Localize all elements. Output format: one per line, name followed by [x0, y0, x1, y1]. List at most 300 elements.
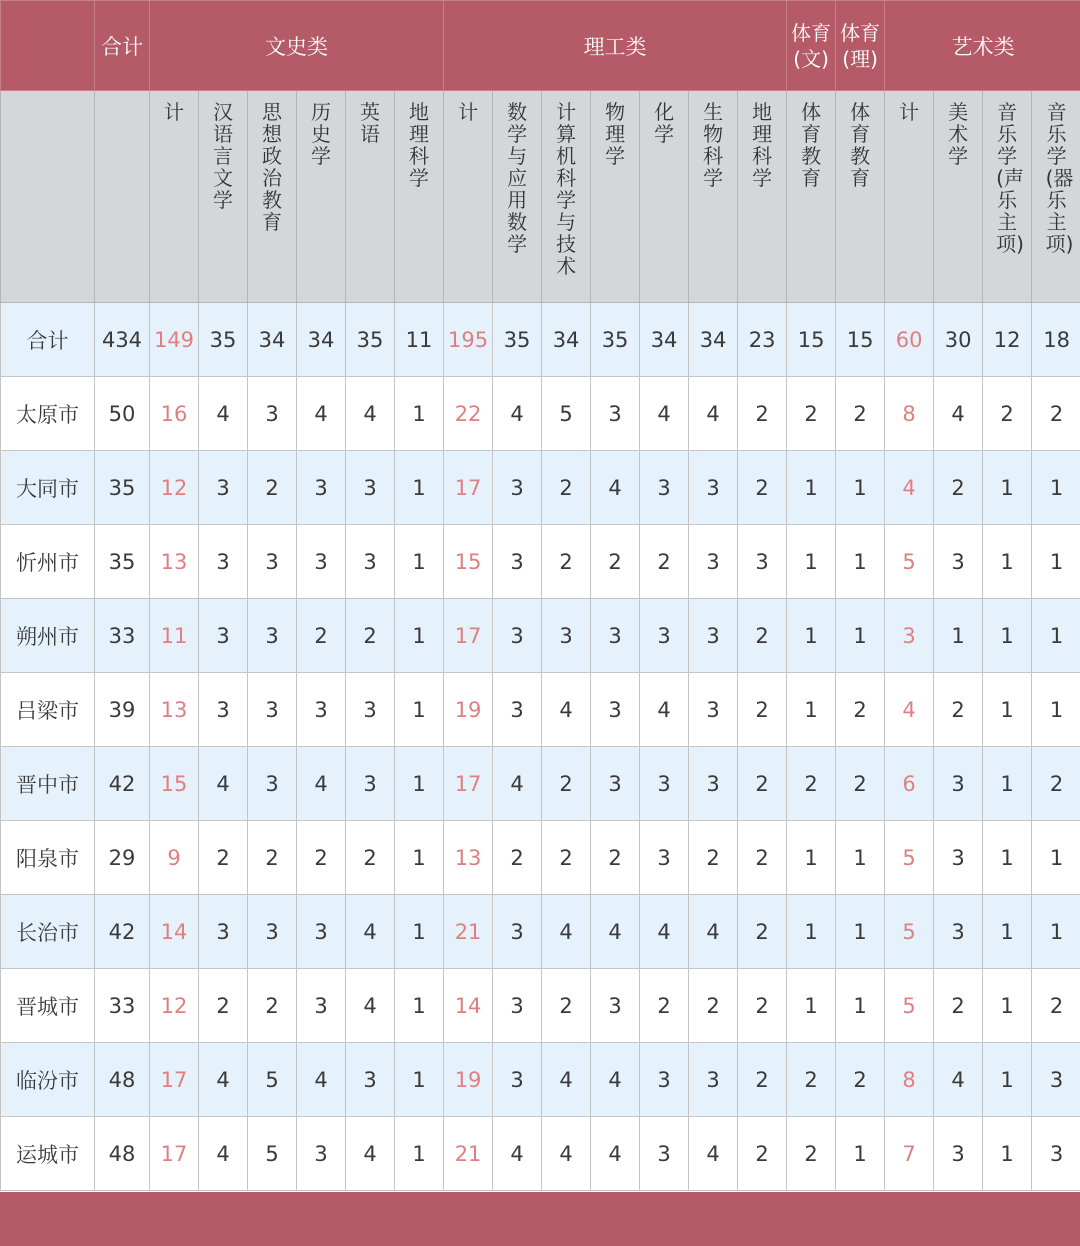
subheader-cell — [836, 91, 885, 303]
table-cell: 1 — [787, 895, 836, 969]
table-cell: 149 — [150, 303, 199, 377]
table-cell: 3 — [689, 451, 738, 525]
table-cell: 3 — [640, 451, 689, 525]
table-cell: 2 — [787, 1117, 836, 1191]
subheader-cell — [248, 91, 297, 303]
subheader-blank — [95, 91, 150, 303]
subheader-cell — [297, 91, 346, 303]
row-label: 晋中市 — [1, 747, 95, 821]
row-total-cell: 35 — [95, 451, 150, 525]
table-cell: 2 — [689, 969, 738, 1043]
table-cell: 60 — [885, 303, 934, 377]
table-cell: 34 — [297, 303, 346, 377]
table-cell: 1 — [983, 1117, 1032, 1191]
row-total-cell: 33 — [95, 599, 150, 673]
row-label: 运城市 — [1, 1117, 95, 1191]
table-cell: 17 — [150, 1117, 199, 1191]
table-cell: 3 — [297, 673, 346, 747]
header-pe-science-line1: 体育 — [840, 20, 881, 45]
table-cell: 3 — [297, 451, 346, 525]
table-cell: 3 — [689, 747, 738, 821]
table-cell: 22 — [444, 377, 493, 451]
table-cell: 2 — [493, 821, 542, 895]
table-cell: 3 — [297, 969, 346, 1043]
table-cell: 3 — [591, 969, 640, 1043]
subheader-cell — [983, 91, 1032, 303]
table-cell: 3 — [640, 821, 689, 895]
table-cell: 8 — [885, 1043, 934, 1117]
subheader-cell — [934, 91, 983, 303]
header-group-science: 理工类 — [444, 1, 787, 91]
table-cell: 3 — [248, 599, 297, 673]
table-cell: 2 — [738, 1043, 787, 1117]
table-cell: 4 — [346, 377, 395, 451]
subheader-cell — [150, 91, 199, 303]
table-cell: 1 — [836, 821, 885, 895]
row-total-cell: 48 — [95, 1117, 150, 1191]
subheader-label: 历史学 — [311, 100, 331, 168]
table-cell: 2 — [738, 451, 787, 525]
row-label: 晋城市 — [1, 969, 95, 1043]
table-cell: 2 — [934, 969, 983, 1043]
row-total-cell: 42 — [95, 895, 150, 969]
table-cell: 3 — [199, 599, 248, 673]
table-cell: 3 — [738, 525, 787, 599]
table-cell: 3 — [934, 747, 983, 821]
subheader-cell — [542, 91, 591, 303]
table-cell: 3 — [934, 1117, 983, 1191]
header-group-art: 艺术类 — [885, 1, 1080, 91]
table-cell: 15 — [444, 525, 493, 599]
table-row — [1, 303, 1080, 377]
table-cell: 4 — [199, 377, 248, 451]
table-cell: 2 — [346, 821, 395, 895]
subheader-label: 计算机科学与技术 — [556, 100, 577, 278]
table-cell: 2 — [738, 377, 787, 451]
table-cell: 4 — [493, 377, 542, 451]
subheader-label: 化学 — [654, 100, 675, 146]
table-cell: 17 — [150, 1043, 199, 1117]
table-cell: 2 — [542, 451, 591, 525]
table-cell: 3 — [346, 1043, 395, 1117]
table-cell: 34 — [640, 303, 689, 377]
table-cell: 4 — [199, 1117, 248, 1191]
table-cell: 2 — [542, 821, 591, 895]
table-cell: 1 — [395, 895, 444, 969]
table-cell: 12 — [150, 451, 199, 525]
table-cell: 2 — [738, 673, 787, 747]
table-cell: 1 — [395, 599, 444, 673]
table-cell: 15 — [787, 303, 836, 377]
table-cell: 3 — [346, 747, 395, 821]
table-cell: 3 — [640, 747, 689, 821]
table-cell: 2 — [787, 747, 836, 821]
table-cell: 2 — [297, 599, 346, 673]
table-cell: 4 — [297, 377, 346, 451]
table-cell: 3 — [199, 895, 248, 969]
table-cell: 16 — [150, 377, 199, 451]
table-cell: 3 — [248, 895, 297, 969]
table-cell: 3 — [199, 525, 248, 599]
table-cell: 1 — [836, 895, 885, 969]
table-cell: 1 — [983, 451, 1032, 525]
table-cell: 2 — [689, 821, 738, 895]
table-cell: 3 — [199, 451, 248, 525]
table-cell: 4 — [493, 1117, 542, 1191]
table-cell: 2 — [591, 525, 640, 599]
subheader-cell — [1032, 91, 1080, 303]
table-cell: 17 — [444, 451, 493, 525]
table-cell: 4 — [591, 895, 640, 969]
table-cell: 2 — [346, 599, 395, 673]
table-cell: 1 — [787, 599, 836, 673]
table-cell: 1 — [395, 969, 444, 1043]
table-cell: 1 — [836, 599, 885, 673]
table-cell: 4 — [297, 747, 346, 821]
table-cell: 2 — [199, 969, 248, 1043]
table-cell: 4 — [640, 377, 689, 451]
table-cell: 5 — [885, 821, 934, 895]
row-label: 合计 — [1, 303, 95, 377]
table-cell: 23 — [738, 303, 787, 377]
table-cell: 1 — [983, 525, 1032, 599]
row-label: 太原市 — [1, 377, 95, 451]
subheader-label: 音乐学(声乐主项) — [996, 100, 1024, 256]
table-cell: 3 — [297, 1117, 346, 1191]
table-cell: 19 — [444, 1043, 493, 1117]
subheader-cell — [493, 91, 542, 303]
row-total-cell: 42 — [95, 747, 150, 821]
table-cell: 1 — [1032, 599, 1080, 673]
table-cell: 3 — [689, 1043, 738, 1117]
table-cell: 3 — [493, 599, 542, 673]
table-cell: 5 — [885, 525, 934, 599]
subheader-label: 思想政治教育 — [262, 100, 282, 234]
table-cell: 4 — [493, 747, 542, 821]
subheader-label: 体育教育 — [801, 100, 822, 190]
subheader-cell — [591, 91, 640, 303]
table-cell: 11 — [395, 303, 444, 377]
header-total: 合计 — [95, 1, 150, 91]
table-cell: 2 — [542, 525, 591, 599]
table-cell: 1 — [787, 969, 836, 1043]
table-cell: 4 — [346, 895, 395, 969]
table-cell: 1 — [787, 451, 836, 525]
subheader-cell — [395, 91, 444, 303]
table-cell: 30 — [934, 303, 983, 377]
table-cell: 1 — [836, 969, 885, 1043]
table-cell: 2 — [836, 377, 885, 451]
row-label: 大同市 — [1, 451, 95, 525]
table-cell: 4 — [542, 1043, 591, 1117]
table-cell: 4 — [297, 1043, 346, 1117]
table-cell: 1 — [787, 525, 836, 599]
table-cell: 13 — [150, 673, 199, 747]
table-cell: 17 — [444, 747, 493, 821]
table-cell: 17 — [444, 599, 493, 673]
table-cell: 1 — [1032, 451, 1080, 525]
table-row — [1, 451, 1080, 525]
table-cell: 4 — [591, 451, 640, 525]
table-cell: 5 — [248, 1117, 297, 1191]
table-cell: 4 — [689, 377, 738, 451]
table-cell: 34 — [542, 303, 591, 377]
row-label: 阳泉市 — [1, 821, 95, 895]
table-cell: 1 — [1032, 525, 1080, 599]
table-cell: 4 — [934, 377, 983, 451]
table-cell: 1 — [983, 599, 1032, 673]
table-cell: 3 — [493, 1043, 542, 1117]
table-cell: 21 — [444, 1117, 493, 1191]
table-row — [1, 747, 1080, 821]
table-row — [1, 1043, 1080, 1117]
subheader-cell — [199, 91, 248, 303]
table-cell: 3 — [248, 525, 297, 599]
table-cell: 1 — [1032, 821, 1080, 895]
row-total-cell: 35 — [95, 525, 150, 599]
table-row — [1, 599, 1080, 673]
table-cell: 2 — [738, 599, 787, 673]
table-cell: 1 — [787, 821, 836, 895]
footer-bar — [0, 1192, 1080, 1246]
row-total-cell: 33 — [95, 969, 150, 1043]
header-pe-arts-line1: 体育 — [791, 20, 832, 45]
table-cell: 3 — [640, 1117, 689, 1191]
table-cell: 9 — [150, 821, 199, 895]
table-cell: 15 — [836, 303, 885, 377]
table-cell: 4 — [885, 673, 934, 747]
table-cell: 2 — [248, 821, 297, 895]
table-cell: 195 — [444, 303, 493, 377]
table-cell: 3 — [248, 377, 297, 451]
row-label: 忻州市 — [1, 525, 95, 599]
table-cell: 2 — [542, 969, 591, 1043]
table-cell: 2 — [787, 1043, 836, 1117]
table-cell: 4 — [640, 895, 689, 969]
table-cell: 34 — [689, 303, 738, 377]
table-cell: 1 — [395, 821, 444, 895]
subheader-cell — [689, 91, 738, 303]
category-header-row — [1, 1, 1080, 91]
table-cell: 3 — [346, 525, 395, 599]
subheader-blank — [1, 91, 95, 303]
table-cell: 3 — [346, 451, 395, 525]
subheader-label: 美术学 — [948, 100, 969, 168]
table-cell: 1 — [1032, 895, 1080, 969]
row-total-cell: 434 — [95, 303, 150, 377]
row-label: 长治市 — [1, 895, 95, 969]
table-cell: 1 — [983, 747, 1032, 821]
table-cell: 2 — [297, 821, 346, 895]
table-cell: 3 — [934, 821, 983, 895]
table-row — [1, 1117, 1080, 1191]
table-cell: 1 — [836, 525, 885, 599]
table-body — [1, 303, 1080, 1191]
table-cell: 6 — [885, 747, 934, 821]
table-cell: 3 — [591, 673, 640, 747]
table-cell: 3 — [934, 525, 983, 599]
table-cell: 7 — [885, 1117, 934, 1191]
table-cell: 2 — [1032, 747, 1080, 821]
table-cell: 35 — [493, 303, 542, 377]
table-cell: 18 — [1032, 303, 1080, 377]
table-cell: 19 — [444, 673, 493, 747]
table-cell: 3 — [297, 895, 346, 969]
header-pe-science-line2: (理) — [842, 46, 878, 71]
table-cell: 3 — [493, 673, 542, 747]
row-total-cell: 39 — [95, 673, 150, 747]
table-cell: 3 — [493, 451, 542, 525]
table-cell: 1 — [983, 969, 1032, 1043]
table-cell: 4 — [885, 451, 934, 525]
table-row — [1, 969, 1080, 1043]
table-cell: 3 — [199, 673, 248, 747]
table-row — [1, 673, 1080, 747]
table-cell: 2 — [836, 747, 885, 821]
table-cell: 3 — [591, 599, 640, 673]
table-cell: 3 — [591, 747, 640, 821]
table-cell: 2 — [199, 821, 248, 895]
table-cell: 1 — [983, 895, 1032, 969]
table-cell: 4 — [542, 895, 591, 969]
table-cell: 1 — [395, 1043, 444, 1117]
subheader-label: 计 — [899, 100, 920, 124]
table-cell: 1 — [395, 747, 444, 821]
subheader-label: 英语 — [360, 100, 380, 146]
table-cell: 3 — [689, 599, 738, 673]
row-label: 临汾市 — [1, 1043, 95, 1117]
subheader-cell — [444, 91, 493, 303]
table-cell: 2 — [738, 821, 787, 895]
subheader-cell — [640, 91, 689, 303]
table-cell: 21 — [444, 895, 493, 969]
subheader-label: 地理科学 — [409, 100, 430, 190]
table-cell: 3 — [493, 525, 542, 599]
table-cell: 3 — [1032, 1117, 1080, 1191]
table-cell: 2 — [640, 969, 689, 1043]
corner-cell — [1, 1, 95, 91]
table-cell: 1 — [395, 451, 444, 525]
row-label: 朔州市 — [1, 599, 95, 673]
table-cell: 5 — [885, 895, 934, 969]
table-cell: 4 — [542, 1117, 591, 1191]
table-cell: 4 — [199, 1043, 248, 1117]
table-cell: 3 — [591, 377, 640, 451]
table-cell: 2 — [738, 895, 787, 969]
table-cell: 4 — [542, 673, 591, 747]
table-cell: 3 — [640, 599, 689, 673]
table-cell: 14 — [150, 895, 199, 969]
table-cell: 1 — [395, 377, 444, 451]
header-group-liberal-arts: 文史类 — [150, 1, 444, 91]
table-cell: 3 — [689, 673, 738, 747]
table-cell: 2 — [738, 747, 787, 821]
table-cell: 5 — [885, 969, 934, 1043]
table-cell: 3 — [248, 747, 297, 821]
table-cell: 4 — [591, 1117, 640, 1191]
table-cell: 5 — [542, 377, 591, 451]
table-cell: 5 — [248, 1043, 297, 1117]
row-total-cell: 29 — [95, 821, 150, 895]
table-cell: 3 — [542, 599, 591, 673]
subheader-label: 音乐学(器乐主项) — [1045, 100, 1074, 256]
table-cell: 2 — [591, 821, 640, 895]
subheader-cell — [787, 91, 836, 303]
subheader-label: 地理科学 — [752, 100, 773, 190]
table-cell: 3 — [885, 599, 934, 673]
table-cell: 4 — [934, 1043, 983, 1117]
table-cell: 2 — [1032, 377, 1080, 451]
table-cell: 2 — [640, 525, 689, 599]
subheader-label: 物理学 — [605, 100, 626, 168]
table-cell: 1 — [395, 525, 444, 599]
table-cell: 1 — [395, 1117, 444, 1191]
subheader-label: 数学与应用数学 — [507, 100, 528, 256]
subheader-label: 生物科学 — [703, 100, 724, 190]
table-cell: 14 — [444, 969, 493, 1043]
subheader-cell — [738, 91, 787, 303]
table-cell: 1 — [983, 1043, 1032, 1117]
table-cell: 1 — [787, 673, 836, 747]
subheader-label: 汉语言文学 — [213, 100, 233, 212]
table-cell: 2 — [738, 1117, 787, 1191]
table-cell: 2 — [1032, 969, 1080, 1043]
table-cell: 4 — [199, 747, 248, 821]
table-cell: 2 — [934, 451, 983, 525]
table-cell: 1 — [1032, 673, 1080, 747]
table-cell: 3 — [248, 673, 297, 747]
table-cell: 3 — [493, 969, 542, 1043]
table-cell: 3 — [689, 525, 738, 599]
table-cell: 2 — [836, 1043, 885, 1117]
table-cell: 4 — [591, 1043, 640, 1117]
table-cell: 2 — [787, 377, 836, 451]
header-pe-arts-line2: (文) — [793, 46, 829, 71]
subheader-label: 体育教育 — [850, 100, 871, 190]
table-cell: 1 — [395, 673, 444, 747]
table-cell: 4 — [346, 969, 395, 1043]
table-cell: 11 — [150, 599, 199, 673]
table-cell: 13 — [150, 525, 199, 599]
table-cell: 1 — [983, 673, 1032, 747]
table-cell: 15 — [150, 747, 199, 821]
subheader-label: 计 — [164, 100, 184, 124]
table-cell: 13 — [444, 821, 493, 895]
table-cell: 34 — [248, 303, 297, 377]
table-cell: 3 — [346, 673, 395, 747]
table-cell: 1 — [934, 599, 983, 673]
subheader-label: 计 — [458, 100, 479, 124]
row-total-cell: 48 — [95, 1043, 150, 1117]
table-cell: 1 — [836, 451, 885, 525]
table-cell: 12 — [150, 969, 199, 1043]
table-cell: 35 — [346, 303, 395, 377]
table-cell: 8 — [885, 377, 934, 451]
table-cell: 4 — [689, 895, 738, 969]
table-cell: 4 — [689, 1117, 738, 1191]
table-row — [1, 895, 1080, 969]
table-cell: 35 — [591, 303, 640, 377]
table-cell: 2 — [934, 673, 983, 747]
row-label: 吕梁市 — [1, 673, 95, 747]
table-cell: 3 — [640, 1043, 689, 1117]
table-cell: 3 — [297, 525, 346, 599]
table-cell: 1 — [983, 821, 1032, 895]
subheader-row — [1, 91, 1080, 303]
table-cell: 1 — [836, 1117, 885, 1191]
table-row — [1, 821, 1080, 895]
table-cell: 2 — [248, 969, 297, 1043]
